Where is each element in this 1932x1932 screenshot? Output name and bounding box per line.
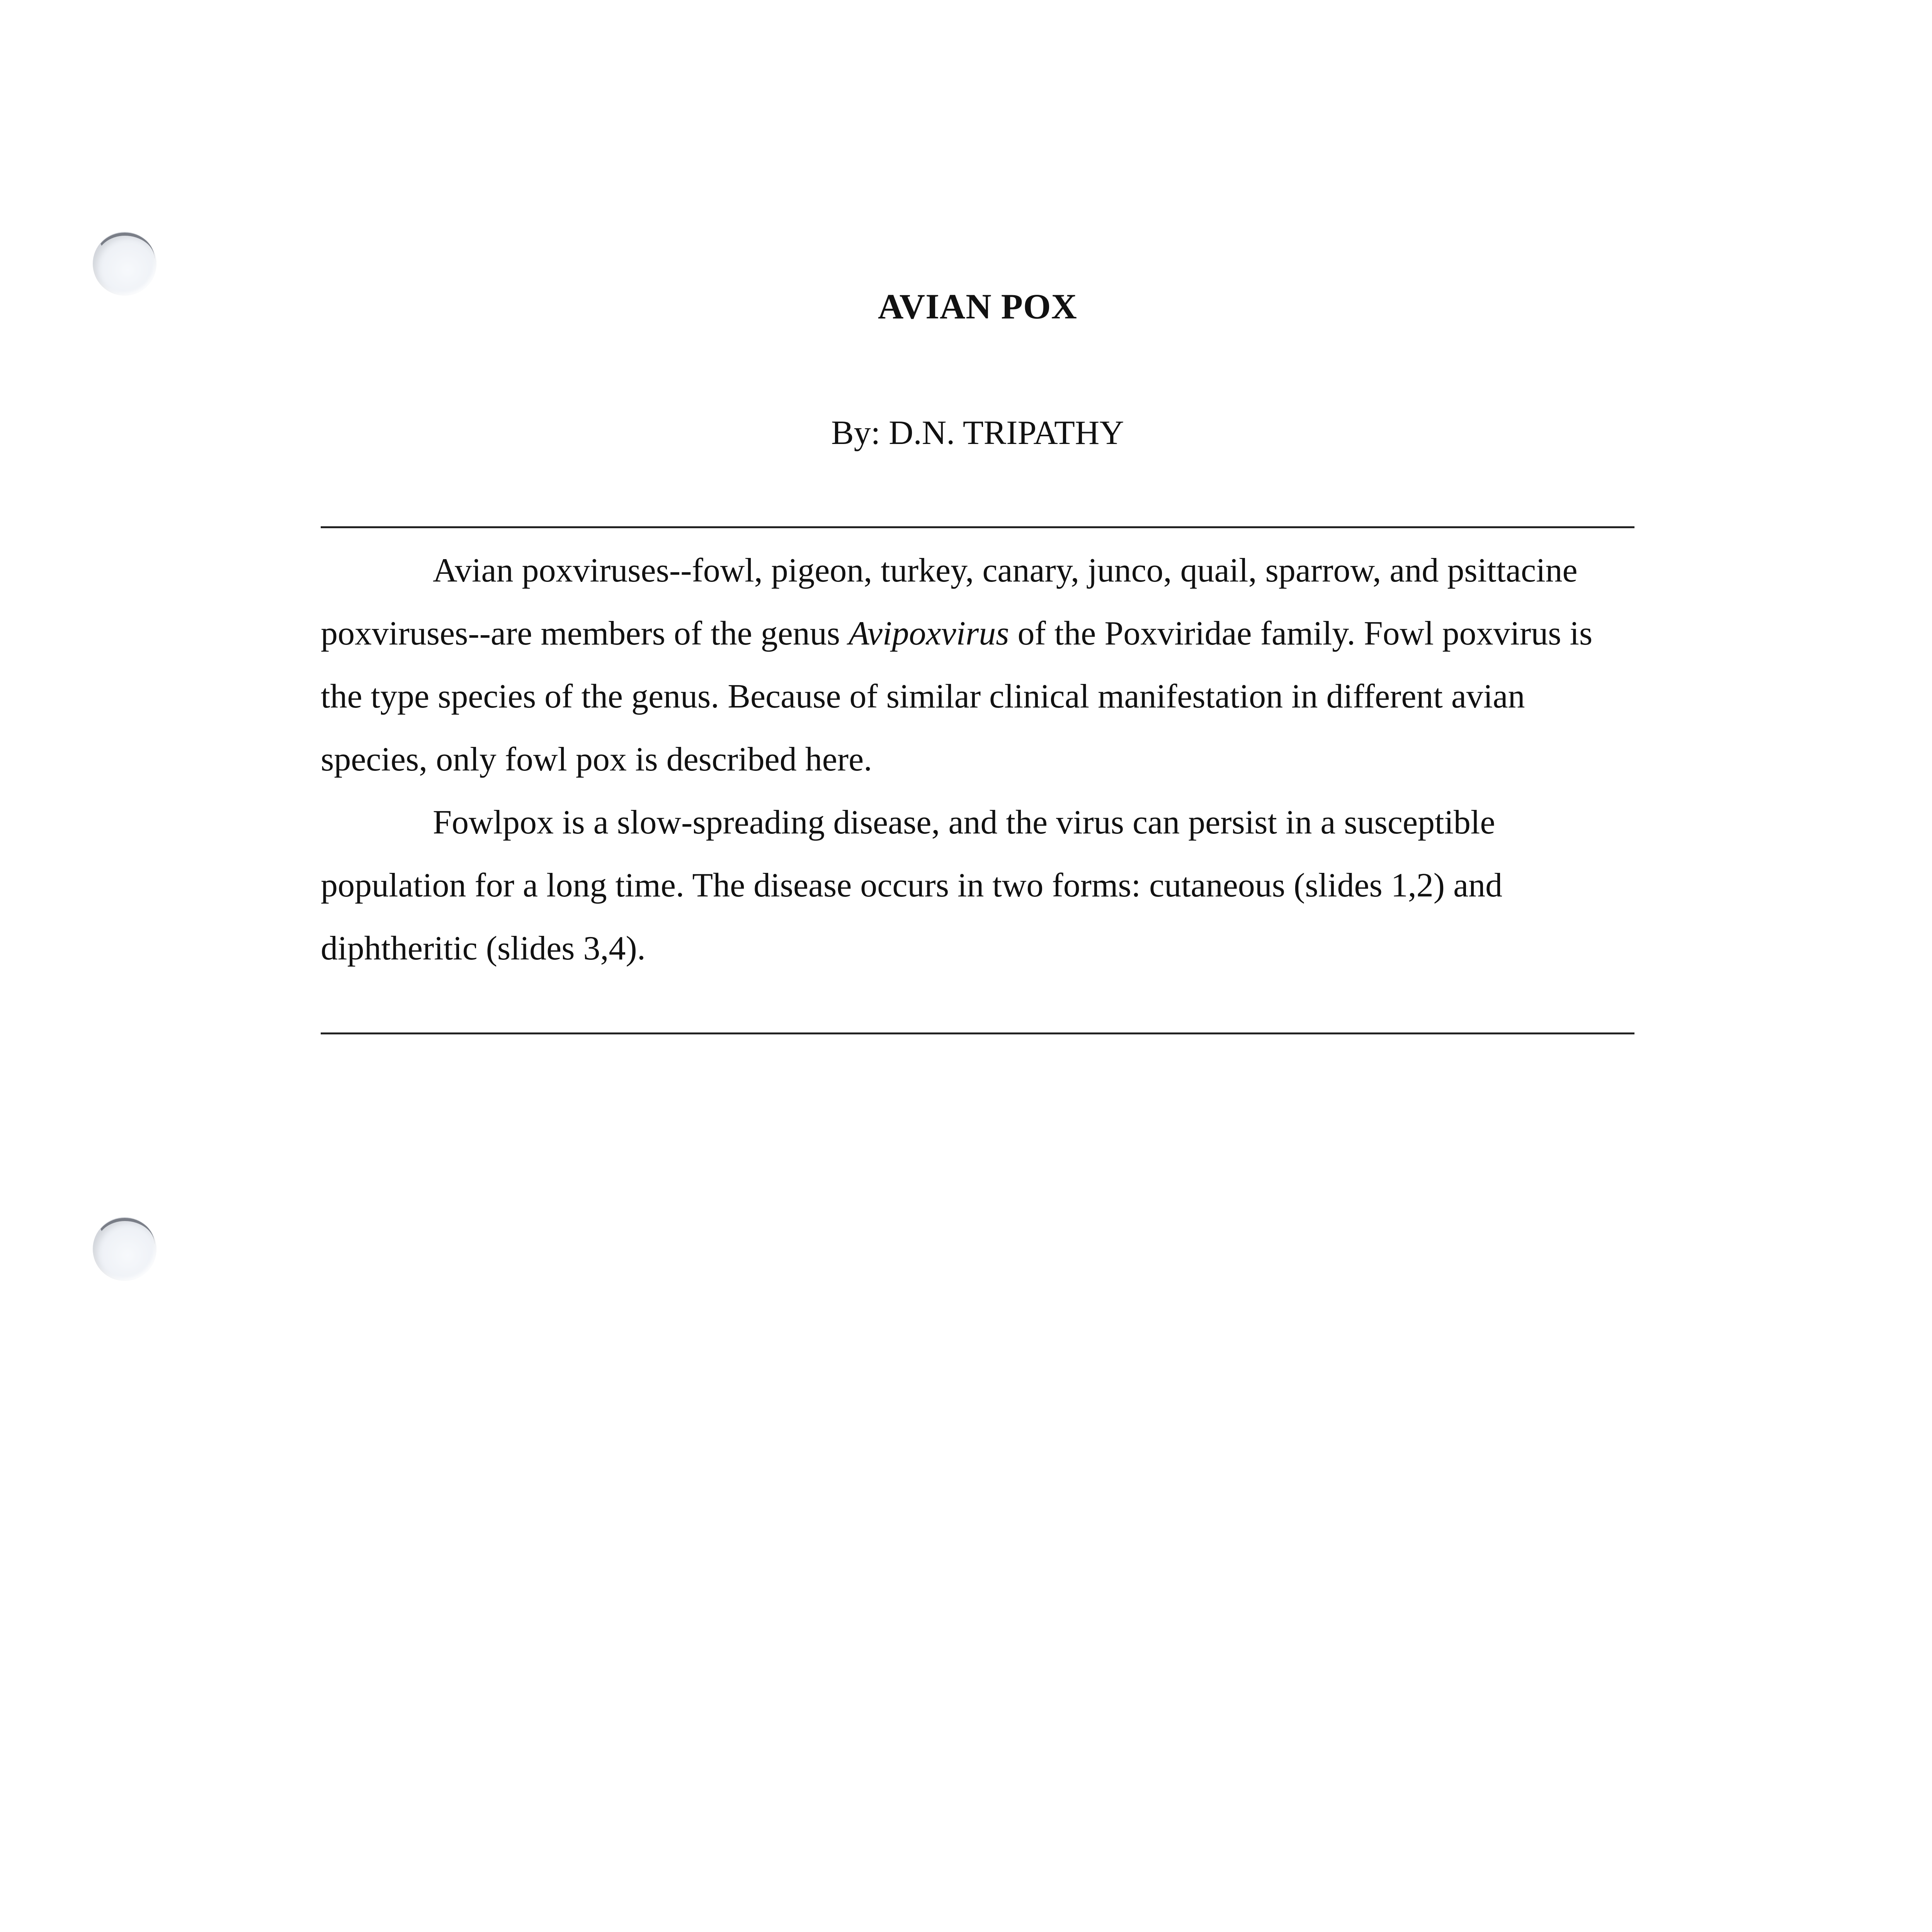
paragraph-2: Fowlpox is a slow-spreading disease, and the virus can persist in a susceptible population for a long time. The disease occurs in two forms: cutaneous (slides 1,2) and diphtheritic (slides 3,4). [321,804,1503,967]
paragraph-1 [321,539,1634,791]
genus-name-italic: Avipoxvirus [849,615,1009,652]
paragraph-1-text-end: of the Poxviridae family. Fowl poxvirus is the type species of the genus. Because of similar clinical manifestation in different avian species, only fowl pox is described here. [321,615,1593,778]
document-title: AVIAN POX [878,287,1077,326]
top-divider [321,526,1634,528]
body-text [321,539,1634,980]
paragraph-1-text-start: Avian poxviruses--fowl, pigeon, turkey, canary, junco, quail, sparrow, and psittacine poxviruses--are members of the genus [321,552,1578,652]
bottom-divider [321,1032,1634,1034]
punch-hole-middle [93,1217,156,1281]
author-byline: By: D.N. TRIPATHY [831,414,1124,452]
